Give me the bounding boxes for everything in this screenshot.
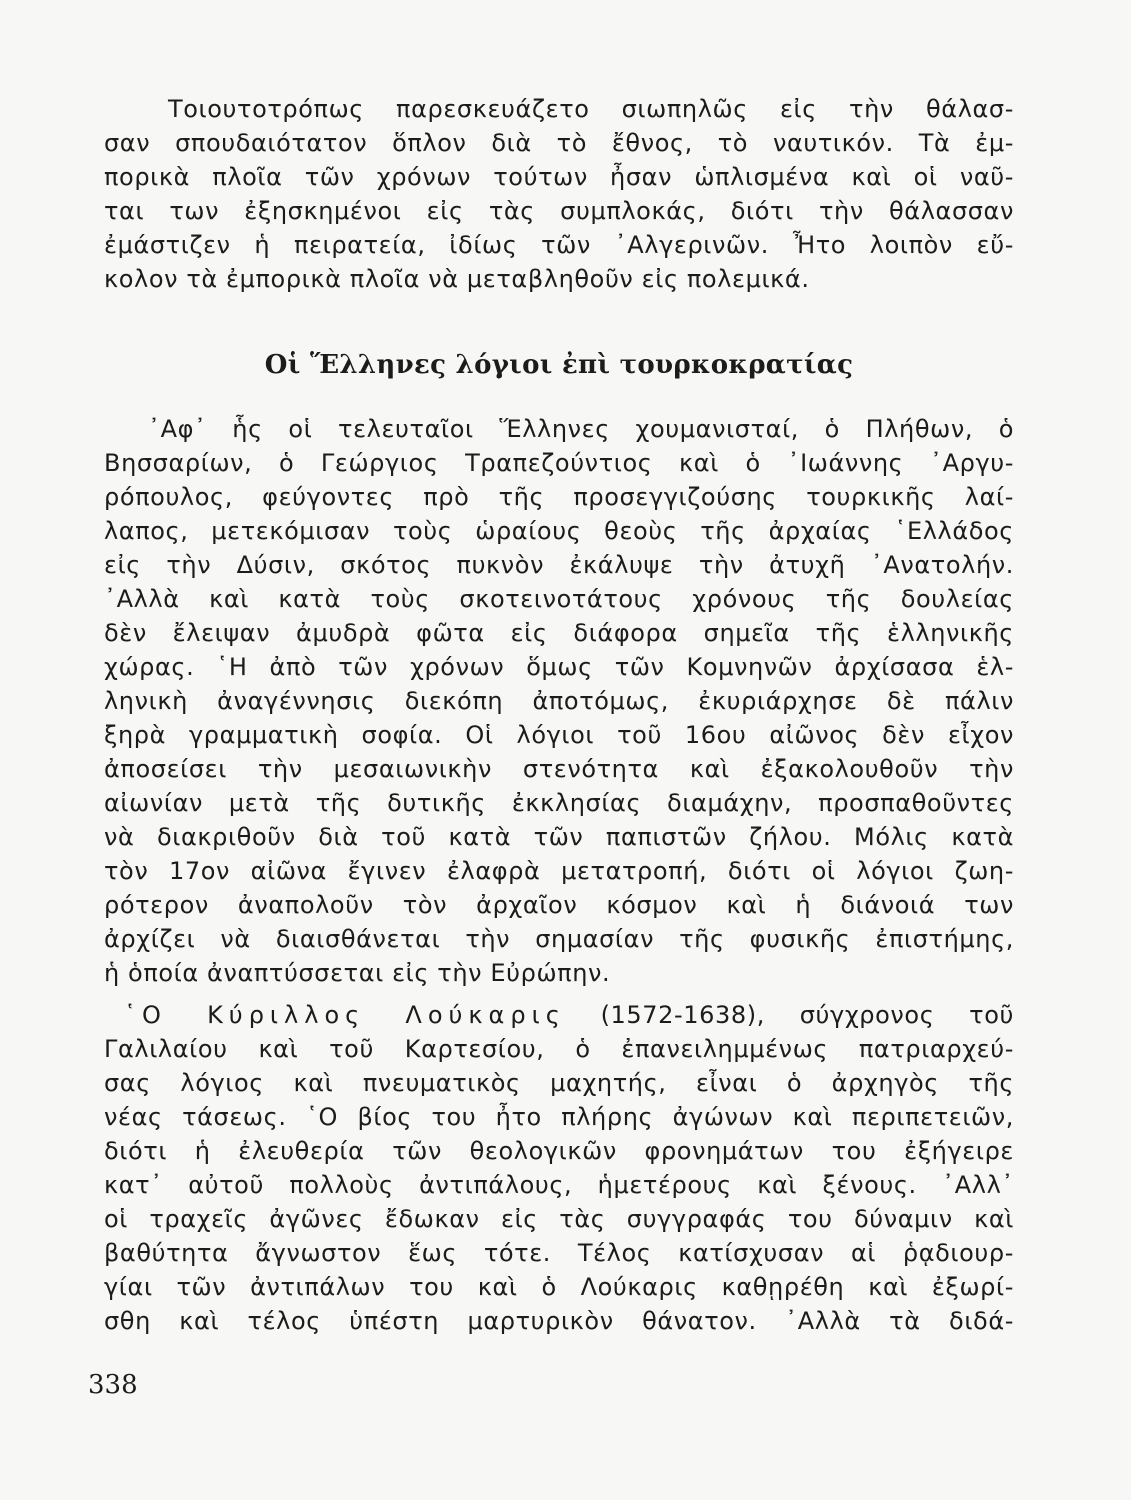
paragraph-3-line: βαθύτητα ἄγνωστον ἕως τότε. Τέλος κατίσχυσαν αἱ ῥᾳδιουρ- [104,1239,1014,1267]
paragraph-3-line: σας λόγιος καὶ πνευματικὸς μαχητής, εἶναι ὁ ἀρχηγὸς τῆς [104,1069,1014,1097]
paragraph-3-line: οἱ τραχεῖς ἀγῶνες ἔδωκαν εἰς τὰς συγγραφάς του δύναμιν καὶ [104,1205,1014,1233]
paragraph-2-line: λαπος, μετεκόμισαν τοὺς ὡραίους θεοὺς τῆς ἀρχαίας ῾Ελλάδος [104,517,1014,545]
paragraph-1-line: ἐμάστιζεν ἡ πειρατεία, ἰδίως τῶν ᾿Αλγερινῶν. Ἦτο λοιπὸν εὔ- [104,231,1014,259]
paragraph-2-line: εἰς τὴν Δύσιν, σκότος πυκνὸν ἐκάλυψε τὴν ἀτυχῆ ᾿Ανατολήν. [104,551,1014,579]
paragraph-3-line: Γαλιλαίου καὶ τοῦ Καρτεσίου, ὁ ἐπανειλημμένως πατριαρχεύ- [104,1035,1014,1063]
paragraph-3-first-line [104,998,1014,1032]
paragraph-1-line: Τοιουτοτρόπως παρεσκευάζετο σιωπηλῶς εἰς τὴν θάλασ- [168,95,1014,123]
paragraph-2-line: ᾿Αλλὰ καὶ κατὰ τοὺς σκοτεινοτάτους χρόνους τῆς δουλείας [104,585,1014,613]
paragraph-1-line: ται των ἐξησκημένοι εἰς τὰς συμπλοκάς, διότι τὴν θάλασσαν [104,197,1014,225]
section-heading: Οἱ Ἕλληνες λόγιοι ἐπὶ τουρκοκρατίας [264,350,854,380]
paragraph-3-line: διότι ἡ ἐλευθερία τῶν θεολογικῶν φρονημάτων του ἐξήγειρε [104,1137,1014,1165]
paragraph-2-line: ἀρχίζει νὰ διαισθάνεται τὴν σημασίαν τῆς φυσικῆς ἐπιστήμης, [104,925,1014,953]
paragraph-3-first-rest: (1572-1638), σύγχρονος τοῦ [600,1001,1015,1029]
paragraph-2-line: αἰωνίαν μετὰ τῆς δυτικῆς ἐκκλησίας διαμάχην, προσπαθοῦντες [104,789,1014,817]
paragraph-2-line: ἀποσείσει τὴν μεσαιωνικὴν στενότητα καὶ ἐξακολουθοῦν τὴν [104,755,1014,783]
paragraph-3-line: κατ᾿ αὐτοῦ πολλοὺς ἀντιπάλους, ἡμετέρους καὶ ξένους. ᾿Αλλ᾿ [104,1171,1014,1199]
paragraph-2-line: ληνικὴ ἀναγέννησις διεκόπη ἀποτόμως, ἐκυριάρχησε δὲ πάλιν [104,687,1014,715]
paragraph-2-line: ᾿Αφ᾿ ἧς οἱ τελευταῖοι Ἕλληνες χουμανισταί, ὁ Πλήθων, ὁ [148,415,1014,443]
paragraph-2-line: ρότερον ἀναπολοῦν τὸν ἀρχαῖον κόσμον καὶ ἡ διάνοιά των [104,891,1014,919]
paragraph-2-line: ρόπουλος, φεύγοντες πρὸ τῆς προσεγγιζούσης τουρκικῆς λαί- [104,483,1014,511]
page-number: 338 [88,1370,138,1400]
paragraph-2-line: τὸν 17ον αἰῶνα ἔγινεν ἐλαφρὰ μετατροπή, διότι οἱ λόγιοι ζωη- [104,857,1014,885]
paragraph-1-line: σαν σπουδαιότατον ὅπλον διὰ τὸ ἔθνος, τὸ ναυτικόν. Τὰ ἐμ- [104,129,1014,157]
paragraph-1-line: κολον τὰ ἐμπορικὰ πλοῖα νὰ μεταβληθοῦν εἰς πολεμικά. [104,265,810,293]
paragraph-3-line: γίαι τῶν ἀντιπάλων του καὶ ὁ Λούκαρις καθῃρέθη καὶ ἐξωρί- [104,1273,1014,1301]
paragraph-3-line: σθη καὶ τέλος ὑπέστη μαρτυρικὸν θάνατον. ᾿Αλλὰ τὰ διδά- [104,1307,1014,1335]
person-name-spaced: ῾Ο Κύριλλος Λούκαρις [124,1001,566,1029]
paragraph-2-line: Βησσαρίων, ὁ Γεώργιος Τραπεζούντιος καὶ ὁ ᾿Ιωάννης ᾿Αργυ- [104,449,1014,477]
paragraph-2-line: νὰ διακριθοῦν διὰ τοῦ κατὰ τῶν παπιστῶν ζήλου. Μόλις κατὰ [104,823,1014,851]
paragraph-1-line: πορικὰ πλοῖα τῶν χρόνων τούτων ἦσαν ὡπλισμένα καὶ οἱ ναῦ- [104,163,1014,191]
paragraph-2-line: ἡ ὁποία ἀναπτύσσεται εἰς τὴν Εὐρώπην. [104,959,611,987]
paragraph-2-line: ξηρὰ γραμματικὴ σοφία. Οἱ λόγιοι τοῦ 16ου αἰῶνος δὲν εἶχον [104,721,1014,749]
paragraph-3-line: νέας τάσεως. ῾Ο βίος του ἦτο πλήρης ἀγώνων καὶ περιπετειῶν, [104,1103,1014,1131]
paragraph-2-line: χώρας. ῾Η ἀπὸ τῶν χρόνων ὅμως τῶν Κομνηνῶν ἀρχίσασα ἑλ- [104,653,1014,681]
paragraph-2-line: δὲν ἔλειψαν ἀμυδρὰ φῶτα εἰς διάφορα σημεῖα τῆς ἑλληνικῆς [104,619,1014,647]
